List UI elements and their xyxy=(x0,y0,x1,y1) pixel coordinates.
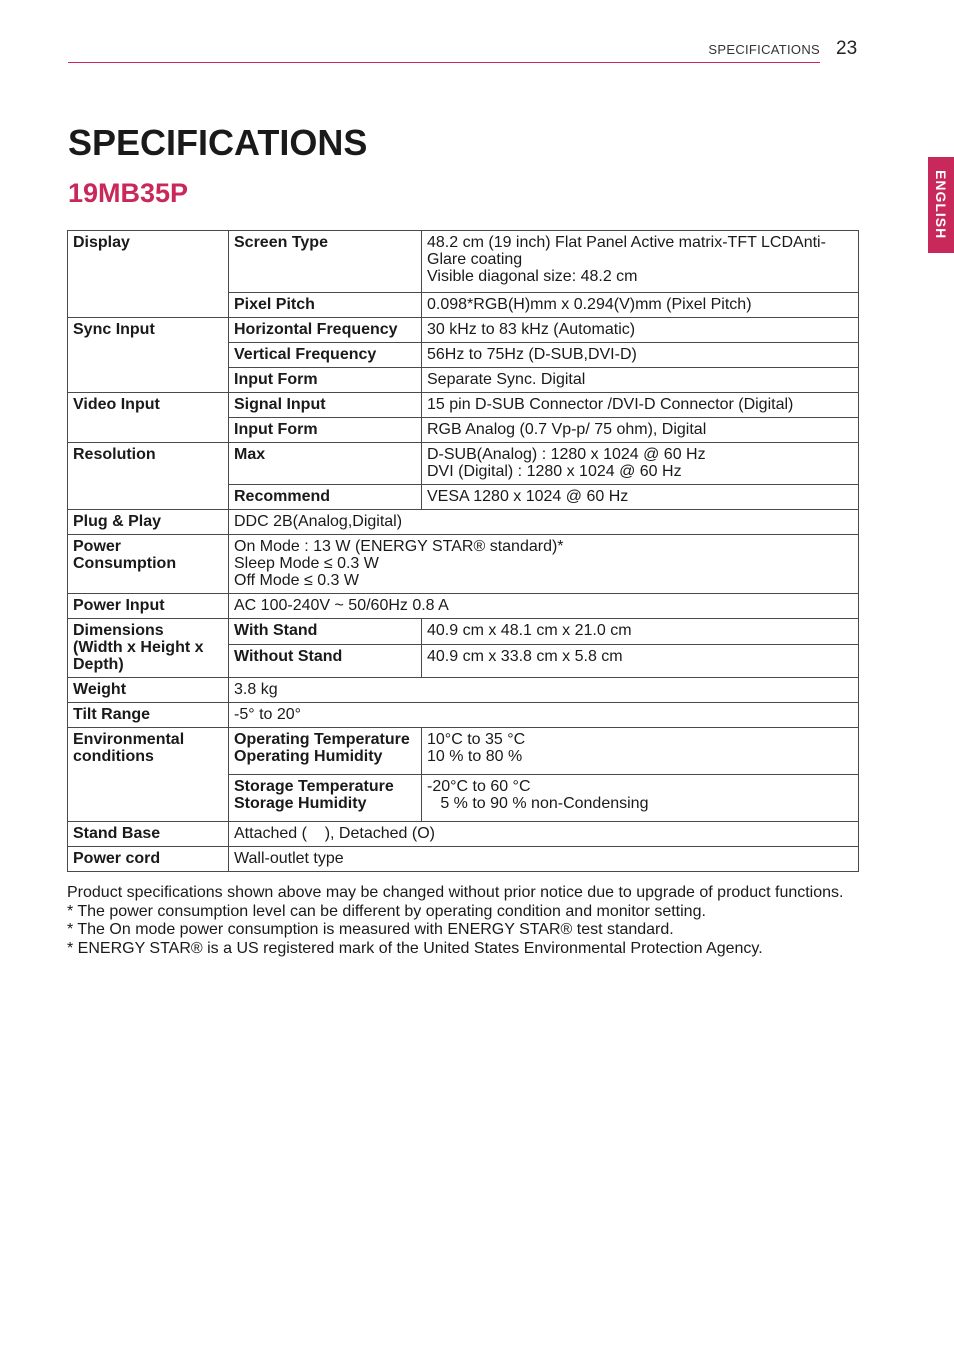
spec-attribute-line: Operating Temperature xyxy=(234,731,410,748)
spec-category: Tilt Range xyxy=(68,703,229,728)
spec-category: Sync Input xyxy=(68,318,229,393)
table-row xyxy=(68,594,859,619)
spec-category: Display xyxy=(68,231,229,318)
spec-attribute: Horizontal Frequency xyxy=(229,318,422,343)
footnotes xyxy=(67,884,857,958)
spec-value xyxy=(422,728,859,775)
spec-attribute: Recommend xyxy=(229,485,422,510)
table-row xyxy=(68,393,859,418)
spec-value: DDC 2B(Analog,Digital) xyxy=(229,510,859,535)
footnote: * The On mode power consumption is measured with ENERGY STAR® test standard. xyxy=(67,921,674,938)
spec-category-line: conditions xyxy=(73,748,154,765)
spec-category-line: Power xyxy=(73,538,122,555)
spec-attribute: Signal Input xyxy=(229,393,422,418)
spec-value-line: 48.2 cm (19 inch) Flat Panel Active matrix-TFT LCDAnti-Glare coating xyxy=(427,234,826,268)
spec-value xyxy=(422,775,859,822)
spec-value: 0.098*RGB(H)mm x 0.294(V)mm (Pixel Pitch) xyxy=(422,293,859,318)
spec-value-line: 10°C to 35 °C xyxy=(427,731,526,748)
spec-attribute xyxy=(229,728,422,775)
page-title: SPECIFICATIONS xyxy=(68,122,368,163)
spec-attribute-line: Storage Temperature xyxy=(234,778,394,795)
spec-category: Power Input xyxy=(68,594,229,619)
spec-category-line: Environmental xyxy=(73,731,185,748)
running-header xyxy=(68,38,820,63)
model-name: 19MB35P xyxy=(68,178,189,208)
spec-value: RGB Analog (0.7 Vp-p/ 75 ohm), Digital xyxy=(422,418,859,443)
table-row xyxy=(68,728,859,775)
spec-attribute: Without Stand xyxy=(229,645,422,678)
spec-value: VESA 1280 x 1024 @ 60 Hz xyxy=(422,485,859,510)
spec-value: 15 pin D-SUB Connector /DVI-D Connector (Digital) xyxy=(422,393,859,418)
spec-value-line: 5 % to 90 % non-Condensing xyxy=(427,795,649,812)
spec-category-line: Dimensions xyxy=(73,622,164,639)
table-row xyxy=(68,535,859,594)
spec-category xyxy=(68,535,229,594)
spec-value-line: 10 % to 80 % xyxy=(427,748,523,765)
spec-value xyxy=(422,231,859,293)
running-header-section: SPECIFICATIONS xyxy=(708,42,820,57)
language-tab: ENGLISH xyxy=(928,157,954,253)
spec-value: Separate Sync. Digital xyxy=(422,368,859,393)
spec-category-line: (Width x Height x xyxy=(73,639,204,656)
spec-category: Resolution xyxy=(68,443,229,510)
spec-value-line: Visible diagonal size: 48.2 cm xyxy=(427,268,638,285)
spec-attribute: With Stand xyxy=(229,619,422,645)
spec-category: Video Input xyxy=(68,393,229,443)
spec-attribute: Pixel Pitch xyxy=(229,293,422,318)
spec-value-line: -20°C to 60 °C xyxy=(427,778,531,795)
spec-value: 3.8 kg xyxy=(229,678,859,703)
spec-attribute: Input Form xyxy=(229,418,422,443)
spec-value: 40.9 cm x 48.1 cm x 21.0 cm xyxy=(422,619,859,645)
spec-attribute-line: Storage Humidity xyxy=(234,795,367,812)
spec-value: AC 100-240V ~ 50/60Hz 0.8 A xyxy=(229,594,859,619)
table-row xyxy=(68,822,859,847)
spec-category: Power cord xyxy=(68,847,229,872)
spec-category xyxy=(68,619,229,678)
spec-attribute: Screen Type xyxy=(229,231,422,293)
table-row xyxy=(68,703,859,728)
spec-value: Wall-outlet type xyxy=(229,847,859,872)
footnote: Product specifications shown above may be changed without prior notice due to upgrade of product functions. xyxy=(67,884,844,901)
spec-value: 40.9 cm x 33.8 cm x 5.8 cm xyxy=(422,645,859,678)
table-row xyxy=(68,443,859,485)
spec-category-line: Depth) xyxy=(73,656,124,673)
spec-attribute: Vertical Frequency xyxy=(229,343,422,368)
spec-table xyxy=(67,230,859,872)
spec-value: 56Hz to 75Hz (D-SUB,DVI-D) xyxy=(422,343,859,368)
table-row xyxy=(68,847,859,872)
spec-attribute-line: Operating Humidity xyxy=(234,748,383,765)
spec-category xyxy=(68,728,229,822)
spec-value-line: Sleep Mode ≤ 0.3 W xyxy=(234,555,379,572)
spec-value-line: Off Mode ≤ 0.3 W xyxy=(234,572,359,589)
table-row xyxy=(68,318,859,343)
spec-value: -5° to 20° xyxy=(229,703,859,728)
spec-category-line: Consumption xyxy=(73,555,177,572)
spec-value xyxy=(229,535,859,594)
spec-attribute xyxy=(229,775,422,822)
spec-value: Attached ( ), Detached (O) xyxy=(229,822,859,847)
footnote: * ENERGY STAR® is a US registered mark of the United States Environmental Protection Agency. xyxy=(67,939,763,957)
table-row xyxy=(68,678,859,703)
table-row xyxy=(68,231,859,293)
spec-category: Weight xyxy=(68,678,229,703)
spec-attribute: Input Form xyxy=(229,368,422,393)
spec-value-line: D-SUB(Analog) : 1280 x 1024 @ 60 Hz xyxy=(427,446,706,463)
page-number: 23 xyxy=(836,38,858,59)
table-row xyxy=(68,510,859,535)
spec-value-line: DVI (Digital) : 1280 x 1024 @ 60 Hz xyxy=(427,463,682,480)
spec-attribute: Max xyxy=(229,443,422,485)
spec-category: Plug & Play xyxy=(68,510,229,535)
spec-value: 30 kHz to 83 kHz (Automatic) xyxy=(422,318,859,343)
spec-value-line: On Mode : 13 W (ENERGY STAR® standard)* xyxy=(234,538,564,555)
table-row xyxy=(68,619,859,645)
footnote: * The power consumption level can be different by operating condition and monitor setting. xyxy=(67,902,706,920)
spec-value xyxy=(422,443,859,485)
spec-category: Stand Base xyxy=(68,822,229,847)
